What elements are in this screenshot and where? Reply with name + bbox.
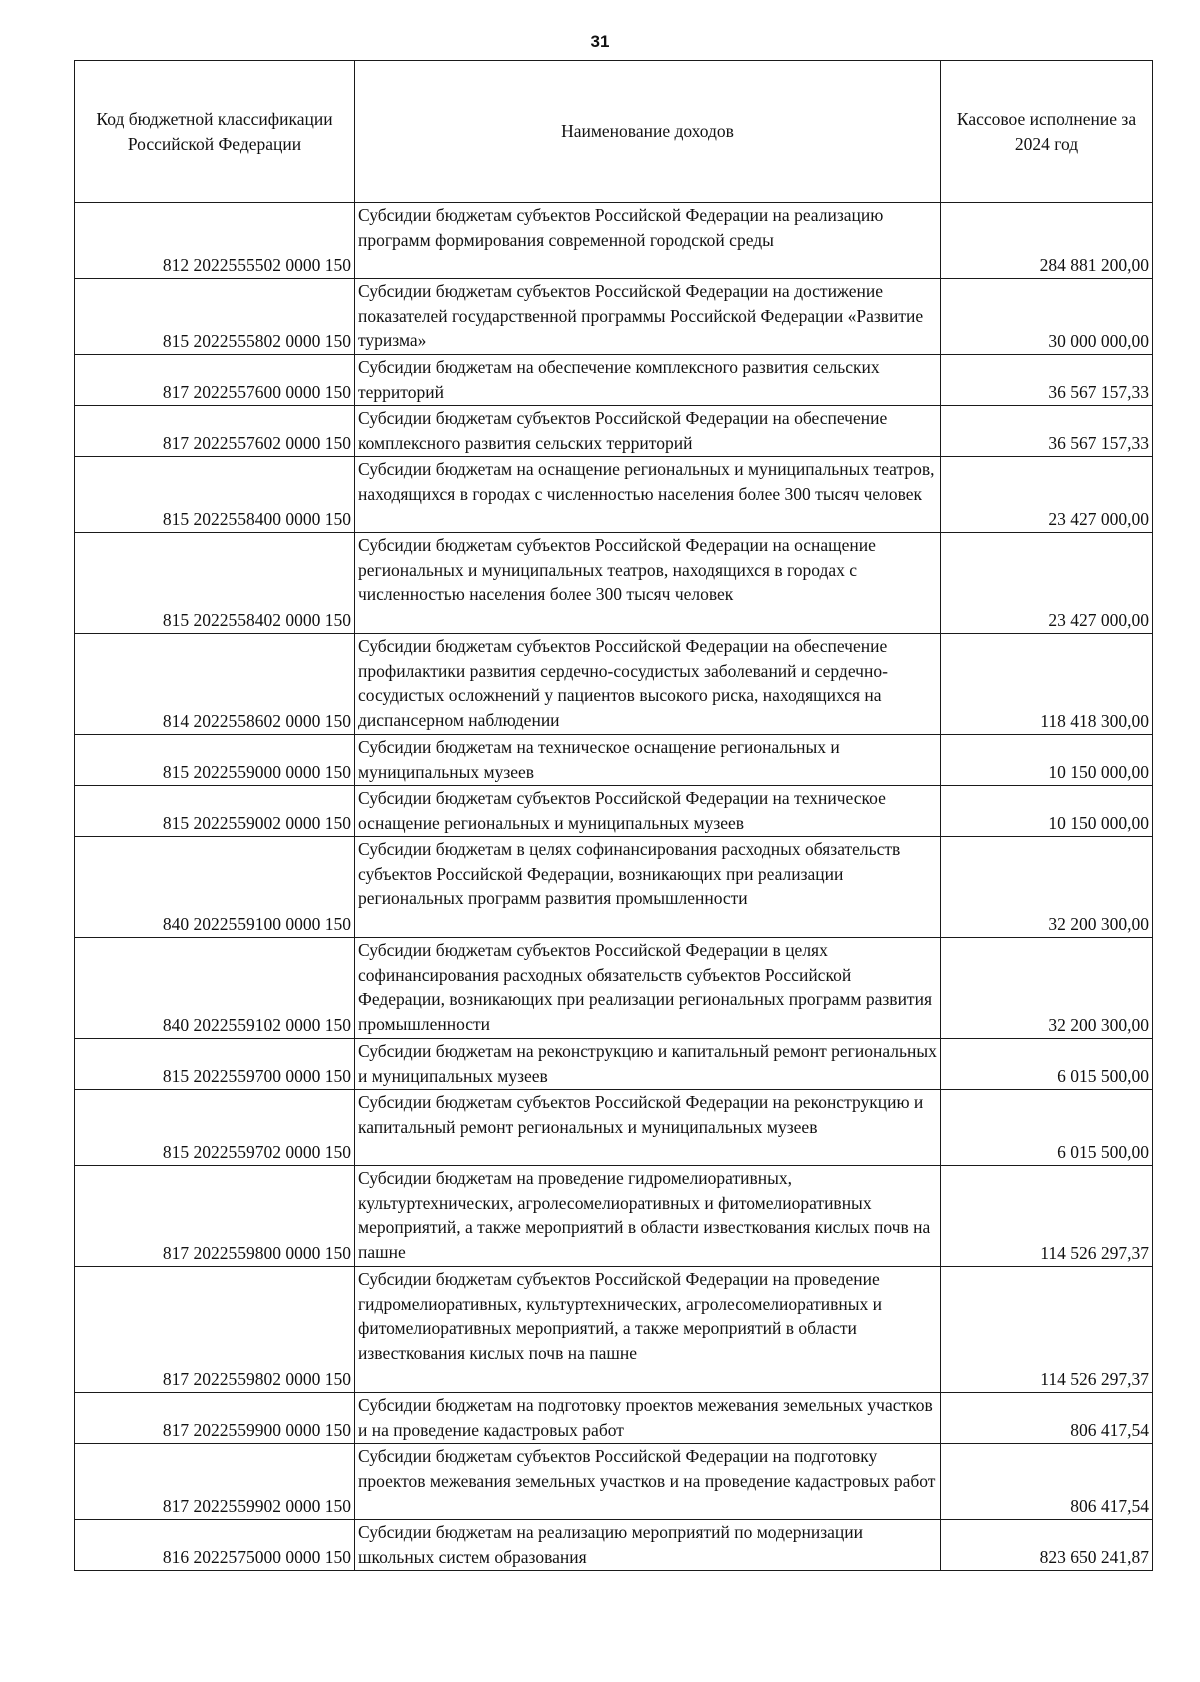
row-code: 817 2022559800 0000 150 — [75, 1166, 355, 1267]
row-code: 815 2022558400 0000 150 — [75, 457, 355, 533]
header-amount: Кассовое исполнение за 2024 год — [941, 61, 1153, 203]
row-amount: 32 200 300,00 — [941, 938, 1153, 1039]
row-code: 814 2022558602 0000 150 — [75, 634, 355, 735]
table-row — [75, 355, 1153, 406]
table-row — [75, 457, 1153, 533]
row-name: Субсидии бюджетам субъектов Российской Федерации на проведение гидромелиоративных, культуртехнических, агролесомелиоративных и фитомелиоративных мероприятий, а также мероприятий в области известкования кислых почв на пашне — [355, 1267, 941, 1393]
table-row — [75, 406, 1153, 457]
table-row — [75, 735, 1153, 786]
table-row — [75, 533, 1153, 634]
row-amount: 32 200 300,00 — [941, 837, 1153, 938]
row-name: Субсидии бюджетам субъектов Российской Федерации в целях софинансирования расходных обязательств субъектов Российской Федерации, возникающих при реализации региональных программ развития промышленности — [355, 938, 941, 1039]
row-name: Субсидии бюджетам на оснащение региональных и муниципальных театров, находящихся в городах с численностью населения более 300 тысяч человек — [355, 457, 941, 533]
row-code: 817 2022557600 0000 150 — [75, 355, 355, 406]
row-name: Субсидии бюджетам субъектов Российской Федерации на подготовку проектов межевания земельных участков и на проведение кадастровых работ — [355, 1444, 941, 1520]
row-amount: 23 427 000,00 — [941, 457, 1153, 533]
table-row — [75, 1520, 1153, 1571]
row-code: 815 2022558402 0000 150 — [75, 533, 355, 634]
row-code: 815 2022559700 0000 150 — [75, 1039, 355, 1090]
row-amount: 114 526 297,37 — [941, 1267, 1153, 1393]
row-name: Субсидии бюджетам на реализацию мероприятий по модернизации школьных систем образования — [355, 1520, 941, 1571]
row-name: Субсидии бюджетам субъектов Российской Федерации на реализацию программ формирования современной городской среды — [355, 203, 941, 279]
revenue-table — [74, 60, 1153, 1571]
table-row — [75, 1393, 1153, 1444]
table-row — [75, 634, 1153, 735]
row-code: 812 2022555502 0000 150 — [75, 203, 355, 279]
row-name: Субсидии бюджетам субъектов Российской Федерации на оснащение региональных и муниципальных театров, находящихся в городах с численностью населения более 300 тысяч человек — [355, 533, 941, 634]
row-code: 840 2022559102 0000 150 — [75, 938, 355, 1039]
row-name: Субсидии бюджетам на подготовку проектов межевания земельных участков и на проведение кадастровых работ — [355, 1393, 941, 1444]
header-code: Код бюджетной классификации Российской Федерации — [75, 61, 355, 203]
row-name: Субсидии бюджетам на проведение гидромелиоративных, культуртехнических, агролесомелиоративных и фитомелиоративных мероприятий, а также мероприятий в области известкования кислых почв на пашне — [355, 1166, 941, 1267]
row-amount: 10 150 000,00 — [941, 786, 1153, 837]
row-amount: 30 000 000,00 — [941, 279, 1153, 355]
row-code: 840 2022559100 0000 150 — [75, 837, 355, 938]
table-row — [75, 1267, 1153, 1393]
row-amount: 10 150 000,00 — [941, 735, 1153, 786]
row-amount: 806 417,54 — [941, 1393, 1153, 1444]
row-code: 817 2022559900 0000 150 — [75, 1393, 355, 1444]
row-amount: 6 015 500,00 — [941, 1039, 1153, 1090]
row-code: 815 2022559000 0000 150 — [75, 735, 355, 786]
row-amount: 114 526 297,37 — [941, 1166, 1153, 1267]
table-row — [75, 1039, 1153, 1090]
table-row — [75, 203, 1153, 279]
row-code: 815 2022559702 0000 150 — [75, 1090, 355, 1166]
row-amount: 6 015 500,00 — [941, 1090, 1153, 1166]
row-name: Субсидии бюджетам на техническое оснащение региональных и муниципальных музеев — [355, 735, 941, 786]
row-amount: 806 417,54 — [941, 1444, 1153, 1520]
row-name: Субсидии бюджетам субъектов Российской Федерации на обеспечение профилактики развития сердечно-сосудистых заболеваний и сердечно-сосудистых осложнений у пациентов высокого риска, находящихся на диспансерном наблюдении — [355, 634, 941, 735]
row-name: Субсидии бюджетам субъектов Российской Федерации на техническое оснащение региональных и муниципальных музеев — [355, 786, 941, 837]
row-code: 816 2022575000 0000 150 — [75, 1520, 355, 1571]
table-row — [75, 279, 1153, 355]
row-amount: 36 567 157,33 — [941, 406, 1153, 457]
row-amount: 118 418 300,00 — [941, 634, 1153, 735]
table-row — [75, 837, 1153, 938]
table-row — [75, 938, 1153, 1039]
row-name: Субсидии бюджетам на обеспечение комплексного развития сельских территорий — [355, 355, 941, 406]
row-name: Субсидии бюджетам субъектов Российской Федерации на реконструкцию и капитальный ремонт региональных и муниципальных музеев — [355, 1090, 941, 1166]
table-header — [75, 61, 1153, 203]
row-code: 815 2022559002 0000 150 — [75, 786, 355, 837]
row-amount: 23 427 000,00 — [941, 533, 1153, 634]
table-row — [75, 1444, 1153, 1520]
table-body — [75, 203, 1153, 1571]
row-code: 815 2022555802 0000 150 — [75, 279, 355, 355]
table-row — [75, 1090, 1153, 1166]
header-name: Наименование доходов — [355, 61, 941, 203]
row-amount: 284 881 200,00 — [941, 203, 1153, 279]
row-code: 817 2022559802 0000 150 — [75, 1267, 355, 1393]
row-name: Субсидии бюджетам на реконструкцию и капитальный ремонт региональных и муниципальных музеев — [355, 1039, 941, 1090]
row-code: 817 2022559902 0000 150 — [75, 1444, 355, 1520]
row-code: 817 2022557602 0000 150 — [75, 406, 355, 457]
row-name: Субсидии бюджетам субъектов Российской Федерации на достижение показателей государственной программы Российской Федерации «Развитие туризма» — [355, 279, 941, 355]
row-name: Субсидии бюджетам субъектов Российской Федерации на обеспечение комплексного развития сельских территорий — [355, 406, 941, 457]
row-amount: 36 567 157,33 — [941, 355, 1153, 406]
row-amount: 823 650 241,87 — [941, 1520, 1153, 1571]
page-number: 31 — [590, 32, 610, 51]
table-row — [75, 786, 1153, 837]
table-row — [75, 1166, 1153, 1267]
row-name: Субсидии бюджетам в целях софинансирования расходных обязательств субъектов Российской Федерации, возникающих при реализации региональных программ развития промышленности — [355, 837, 941, 938]
